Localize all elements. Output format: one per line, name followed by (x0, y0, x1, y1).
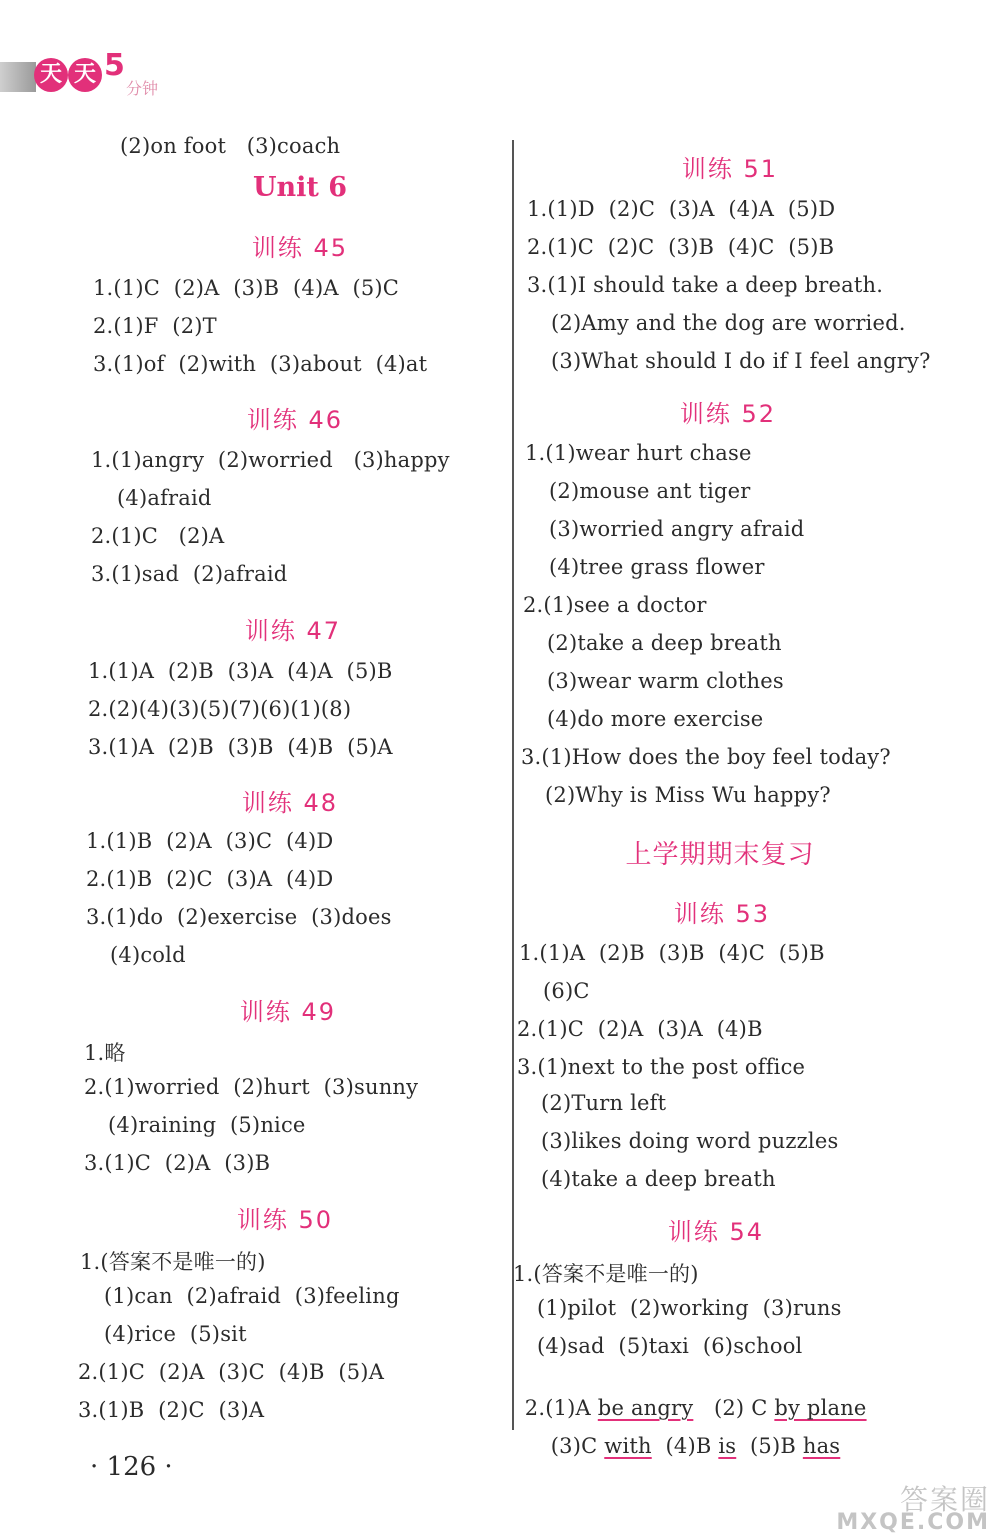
answer-line: 3.(1)of (2)with (3)about (4)at (93, 352, 428, 376)
answer-line: 1.(答案不是唯一的) (513, 1262, 699, 1286)
answer-line: 1.(1)C (2)A (3)B (4)A (5)C (93, 276, 400, 300)
answer-line-underlined (537, 1410, 840, 1458)
answer-line: 1.(1)A (2)B (3)B (4)C (5)B (519, 941, 825, 965)
logo-char-2: 天 (68, 58, 102, 92)
answer-line: 1.(1)A (2)B (3)A (4)A (5)B (88, 659, 393, 683)
column-divider (512, 140, 514, 1430)
underlined-answer: by plane (774, 1396, 867, 1420)
answer-line: 1.(答案不是唯一的) (80, 1250, 266, 1274)
answer-line: (3)What should I do if I feel angry? (551, 349, 931, 373)
answer-line: 2.(1)C (2)A (3)A (4)B (517, 1017, 763, 1041)
logo-subtitle: 分钟 (126, 79, 159, 98)
section-heading-53: 训练 53 (673, 900, 771, 928)
answer-line: 1.略 (84, 1041, 126, 1065)
answer-line: 1.(1)D (2)C (3)A (4)A (5)D (527, 197, 836, 221)
answer-line: 2.(1)C (2)C (3)B (4)C (5)B (527, 235, 835, 259)
answer-line: (2)Amy and the dog are worried. (551, 311, 906, 335)
answer-line: (2)Turn left (541, 1091, 667, 1115)
answer-line: (2)take a deep breath (547, 631, 782, 655)
watermark-logo-text: 答案圈 (899, 1483, 990, 1516)
answer-line: (3)likes doing word puzzles (541, 1129, 839, 1153)
answer-line: (4)rice (5)sit (104, 1322, 247, 1346)
watermark (800, 1478, 1000, 1538)
answer-line: (4)cold (110, 943, 186, 967)
answer-line: 3.(1)B (2)C (3)A (78, 1398, 265, 1422)
answer-line: (2)mouse ant tiger (549, 479, 751, 503)
logo-char-1: 天 (34, 58, 68, 92)
answer-line: 2.(1)C (2)A (3)C (4)B (5)A (78, 1360, 385, 1384)
answer-line: 2.(1)F (2)T (93, 314, 217, 338)
answer-line: (4)take a deep breath (541, 1167, 776, 1191)
answer-line: (3)wear warm clothes (547, 669, 784, 693)
section-heading-54: 训练 54 (667, 1218, 765, 1246)
answer-line: 3.(1)A (2)B (3)B (4)B (5)A (88, 735, 393, 759)
answer-line: 1.(1)B (2)A (3)C (4)D (86, 829, 334, 853)
answer-line: 3.(1)do (2)exercise (3)does (86, 905, 392, 929)
underlined-answer: with (604, 1434, 652, 1458)
answer-line: 2.(1)worried (2)hurt (3)sunny (84, 1075, 419, 1099)
section-heading-49: 训练 49 (239, 998, 337, 1026)
section-heading-52: 训练 52 (679, 400, 777, 428)
underlined-answer: be angry (597, 1396, 694, 1420)
section-heading-50: 训练 50 (236, 1206, 334, 1234)
answer-line: 2.(1)B (2)C (3)A (4)D (86, 867, 334, 891)
answer-text: (5)B (736, 1434, 803, 1458)
answer-text: (4)B (651, 1434, 719, 1458)
book-logo (0, 48, 190, 102)
answer-line: (4)do more exercise (547, 707, 764, 731)
section-heading-46: 训练 46 (246, 406, 344, 434)
answer-line: (3)worried angry afraid (549, 517, 805, 541)
answer-line: (1)pilot (2)working (3)runs (537, 1296, 842, 1320)
left-top-line: (2)on foot (3)coach (120, 134, 341, 158)
answer-line: (4)raining (5)nice (108, 1113, 306, 1137)
answer-line: 2.(2)(4)(3)(5)(7)(6)(1)(8) (88, 697, 352, 721)
section-heading-48: 训练 48 (241, 789, 339, 817)
logo-five: 5 (104, 48, 125, 83)
watermark-url: MXQE.COM (836, 1510, 990, 1535)
answer-line: (4)sad (5)taxi (6)school (537, 1334, 803, 1358)
answer-line: 2.(1)C (2)A (91, 524, 225, 548)
answer-text: (2) C (693, 1396, 775, 1420)
review-title: 上学期期末复习 (625, 840, 815, 870)
answer-line: (6)C (543, 979, 590, 1003)
answer-line: (4)afraid (117, 486, 212, 510)
answer-text: 2.(1)A (524, 1396, 598, 1420)
logo-band (0, 62, 36, 92)
answer-line: (4)tree grass flower (549, 555, 765, 579)
answer-line: (1)can (2)afraid (3)feeling (104, 1284, 400, 1308)
underlined-answer: has (802, 1434, 841, 1458)
answer-line: 2.(1)see a doctor (523, 593, 707, 617)
answer-line: 1.(1)wear hurt chase (525, 441, 752, 465)
answer-line: 1.(1)angry (2)worried (3)happy (91, 448, 450, 472)
section-heading-51: 训练 51 (681, 155, 779, 183)
section-heading-45: 训练 45 (251, 234, 349, 262)
answer-line: 3.(1)How does the boy feel today? (521, 745, 891, 769)
unit-title: Unit 6 (252, 172, 348, 203)
answer-line: 3.(1)next to the post office (517, 1055, 806, 1079)
answer-line: (2)Why is Miss Wu happy? (545, 783, 831, 807)
answer-line: 3.(1)I should take a deep breath. (527, 273, 884, 297)
answer-line: 3.(1)C (2)A (3)B (84, 1151, 271, 1175)
underlined-answer: is (718, 1434, 737, 1458)
page-number: · 126 · (90, 1452, 173, 1482)
answer-text: (3)C (550, 1434, 605, 1458)
answer-line: 3.(1)sad (2)afraid (91, 562, 288, 586)
section-heading-47: 训练 47 (244, 617, 342, 645)
